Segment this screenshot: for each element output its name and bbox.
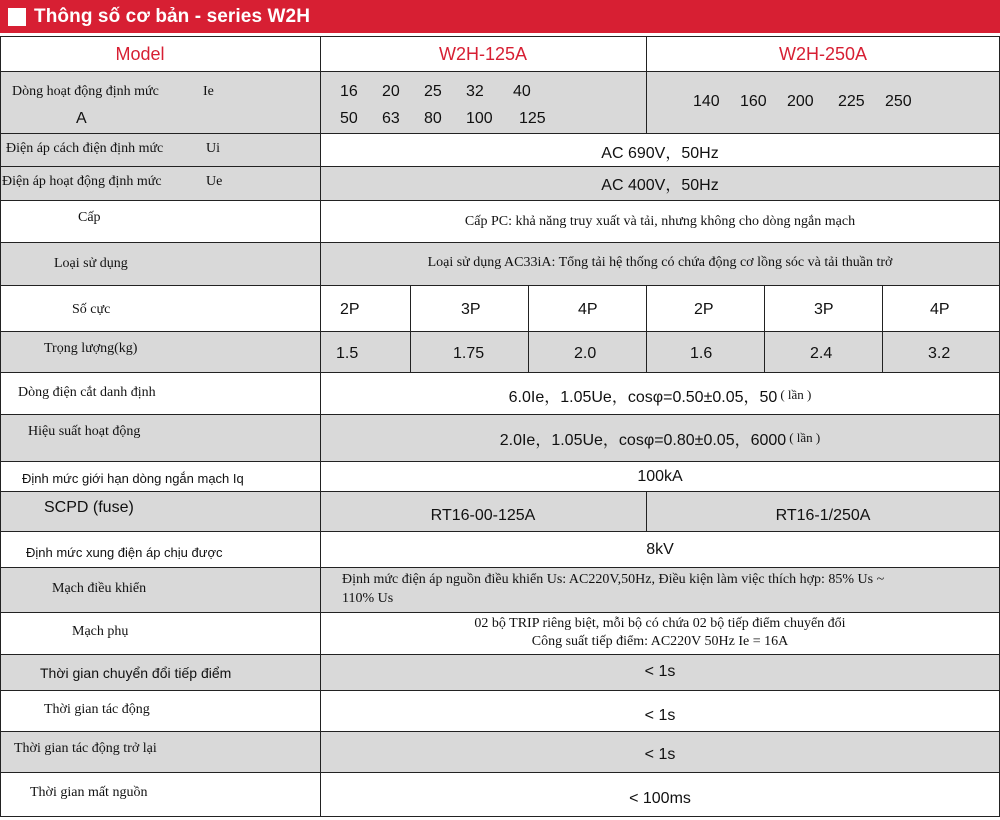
current-value: 40 [513,83,531,100]
current-value: 80 [424,110,442,127]
poles-value: 3P [814,301,834,318]
performance-label: Hiệu suất hoạt động [28,424,141,439]
current-value: 32 [466,83,484,100]
poles-value: 3P [461,301,481,318]
model-label: Model [115,43,165,64]
weight-value: 1.5 [336,345,359,362]
scpd-label: SCPD (fuse) [44,499,134,516]
performance-value: 2.0Ie，1.05Ue，cosφ=0.80±0.05，6000 [499,431,787,449]
poles-label: Số cực [72,302,111,317]
operating-voltage-symbol: Ue [206,174,223,189]
return-time-label: Thời gian tác động trở lại [14,741,157,756]
weight-value: 2.0 [574,345,597,362]
performance-cell [320,423,1000,453]
rated-current-label: Dòng hoạt động định mức [12,84,159,99]
control-line1: Định mức điện áp nguồn điều khiển Us: AC220V,50Hz, Điều kiện làm việc thích hợp: 85% Us ~ [342,572,885,587]
weight-label: Trọng lượng(kg) [44,341,138,356]
auxiliary-line1: 02 bộ TRIP riêng biệt, mỗi bộ có chứa 02 bộ tiếp điểm chuyển đổi [474,615,846,631]
current-value: 16 [340,83,358,100]
weight-value: 1.75 [453,345,485,362]
insulation-voltage-value: AC 690V，50Hz [601,144,719,162]
current-value: 100 [466,110,493,127]
performance-suffix: ( lần ) [789,430,821,445]
power-loss-time-label: Thời gian mất nguồn [30,785,148,800]
section-title: Thông số cơ bản - series W2H [34,5,311,27]
breaking-current-cell [320,380,1000,410]
current-value: 140 [693,93,720,110]
breaking-current-label: Dòng điện cắt danh định [18,385,156,400]
current-value: 20 [382,83,400,100]
current-value: 50 [340,110,358,127]
control-label: Mạch điều khiển [52,581,147,596]
poles-value: 4P [930,301,950,318]
insulation-voltage-label: Điện áp cách điện định mức [6,141,164,156]
breaking-current-value: 6.0Ie，1.05Ue，cosφ=0.50±0.05，50 [508,388,778,406]
model-w2h-250a: W2H-250A [778,43,868,64]
breaking-current-suffix: ( lần ) [780,387,812,402]
usage-label: Loại sử dụng [54,256,128,271]
poles-value: 2P [694,301,714,318]
current-value: 25 [424,83,442,100]
class-label: Cấp [78,210,101,225]
usage-value: Loại sử dụng AC33iA: Tổng tải hệ thống có chứa động cơ lồng sóc và tải thuần trở [427,255,893,270]
short-circuit-label: Định mức giới hạn dòng ngắn mạch Iq [22,470,244,486]
current-value: 160 [740,93,767,110]
impulse-label: Định mức xung điện áp chịu được [26,544,223,560]
current-value: 225 [838,93,865,110]
auxiliary-line2: Công suất tiếp điểm: AC220V 50Hz Ie = 16A [531,633,789,649]
impulse-value: 8kV [646,541,674,558]
scpd-col2: RT16-1/250A [775,507,871,524]
switch-time-value: < 1s [644,663,676,680]
weight-value: 3.2 [928,345,951,362]
current-value: 250 [885,93,912,110]
power-loss-time-value: < 100ms [629,790,691,807]
scpd-col1: RT16-00-125A [430,507,536,524]
action-time-value: < 1s [644,707,676,724]
current-value: 63 [382,110,400,127]
weight-value: 2.4 [810,345,833,362]
switch-time-label: Thời gian chuyển đổi tiếp điểm [40,665,232,681]
rated-current-unit: A [76,110,87,127]
current-value: 200 [787,93,814,110]
weight-value: 1.6 [690,345,713,362]
control-line2: 110% Us [342,591,394,606]
operating-voltage-value: AC 400V，50Hz [601,176,719,194]
action-time-label: Thời gian tác động [44,702,150,717]
current-value: 125 [519,110,546,127]
auxiliary-label: Mạch phụ [72,624,129,639]
model-w2h-125a: W2H-125A [438,43,528,64]
class-value: Cấp PC: khả năng truy xuất và tải, nhưng không cho dòng ngắn mạch [464,214,856,229]
poles-value: 2P [340,301,360,318]
section-header [0,0,1000,33]
square-icon [8,8,26,26]
poles-value: 4P [578,301,598,318]
return-time-value: < 1s [644,746,676,763]
insulation-voltage-symbol: Ui [206,141,220,156]
short-circuit-value: 100kA [637,467,683,485]
operating-voltage-label: Điện áp hoạt động định mức [2,174,162,189]
rated-current-symbol: Ie [203,84,214,99]
